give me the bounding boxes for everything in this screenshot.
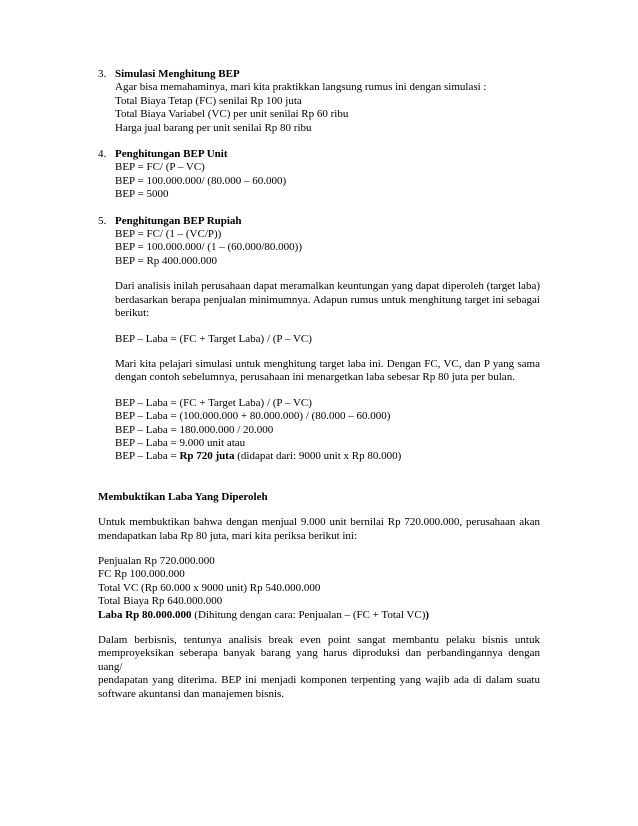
calc-line: Penjualan Rp 720.000.000	[98, 554, 215, 567]
text-line: Harga jual barang per unit senilai Rp 80 ribu	[115, 121, 312, 134]
item-title: Simulasi Menghitung BEP	[115, 68, 240, 80]
formula-line: BEP = 100.000.000/ (1 – (60.000/80.000))	[115, 241, 302, 254]
list-number: 4.	[98, 148, 107, 161]
text-line: Total Biaya Tetap (FC) senilai Rp 100 juta	[115, 94, 302, 107]
formula-line: BEP – Laba = (FC + Target Laba) / (P – VC)	[115, 332, 312, 345]
calc-line: BEP – Laba = 9.000 unit atau	[115, 436, 246, 449]
item-title: Penghitungan BEP Unit	[115, 148, 228, 161]
formula-line: BEP = 100.000.000/ (80.000 – 60.000)	[115, 174, 287, 187]
calc-line: Total VC (Rp 60.000 x 9000 unit) Rp 540.000.000	[98, 581, 321, 594]
paragraph-line: dengan contoh sebelumnya, perusahaan ini menargetkan laba sebesar Rp 80 juta per bulan.	[115, 371, 515, 384]
section-proof	[98, 491, 540, 701]
paragraph-line: memproyeksikan seberapa banyak barang yang harus diproduksi dan perbandingannya dengan uang/	[98, 647, 540, 673]
formula-line: BEP = FC/ (P – VC)	[115, 161, 205, 174]
list-item-3	[98, 68, 540, 135]
list-item-4	[98, 148, 540, 202]
formula-line: BEP = FC/ (1 – (VC/P))	[115, 228, 222, 241]
list-number: 5.	[98, 214, 107, 227]
paragraph-line: Untuk membuktikan bahwa dengan menjual 9.000 unit bernilai Rp 720.000.000, perusahaan akan	[98, 516, 540, 529]
text-line: Agar bisa memahaminya, mari kita praktikkan langsung rumus ini dengan simulasi :	[115, 81, 487, 94]
document-page	[98, 68, 540, 701]
list-item-5	[98, 215, 540, 464]
laba-close: )	[425, 608, 430, 621]
calc-line: BEP – Laba = (FC + Target Laba) / (P – VC)	[115, 396, 312, 409]
formula-line: BEP = Rp 400.000.000	[115, 254, 218, 267]
paragraph-line: Dalam berbisnis, tentunya analisis break even point sangat membantu pelaku bisnis untuk	[98, 634, 540, 646]
calc-line: Total Biaya Rp 640.000.000	[98, 595, 223, 608]
list-number: 3.	[98, 68, 107, 80]
laba-line	[98, 609, 540, 622]
item-title: Penghitungan BEP Rupiah	[115, 214, 242, 227]
calc-line: BEP – Laba = 180.000.000 / 20.000	[115, 423, 274, 436]
text-line: Total Biaya Variabel (VC) per unit senilai Rp 60 ribu	[115, 108, 349, 121]
laba-bold: Laba Rp 80.000.000	[98, 608, 192, 621]
paragraph-line: Mari kita pelajari simulasi untuk menghitung target laba ini. Dengan FC, VC, dan P yang sama	[115, 357, 540, 370]
paragraph-line: mendapatkan laba Rp 80 juta, mari kita periksa berikut ini:	[98, 529, 358, 542]
paragraph-line: Dari analisis inilah perusahaan dapat meramalkan keuntungan yang dapat diperoleh (target laba)	[115, 280, 540, 293]
formula-line: BEP = 5000	[115, 188, 169, 201]
paragraph-line: software akuntansi dan manajemen bisnis.	[98, 687, 285, 700]
section-heading: Membuktikan Laba Yang Diperoleh	[98, 490, 268, 503]
calc-suffix: (didapat dari: 9000 unit x Rp 80.000)	[234, 450, 402, 463]
calc-line-result	[115, 450, 540, 463]
paragraph-line: berdasarkan berapa penjualan minimumnya. Adapun rumus untuk menghitung target ini sebagai	[115, 293, 540, 306]
calc-line: BEP – Laba = (100.000.000 + 80.000.000) / (80.000 – 60.000)	[115, 410, 391, 423]
calc-prefix: BEP – Laba =	[115, 450, 180, 463]
calc-line: FC Rp 100.000.000	[98, 568, 185, 581]
calc-result-bold: Rp 720 juta	[179, 450, 235, 463]
paragraph-line: pendapatan yang diterima. BEP ini menjadi komponen terpenting yang wajib ada di dalam suatu	[98, 674, 540, 687]
laba-rest: (Dihitung dengan cara: Penjualan – (FC + Total VC)	[191, 608, 426, 621]
paragraph-line: berikut:	[115, 307, 150, 320]
